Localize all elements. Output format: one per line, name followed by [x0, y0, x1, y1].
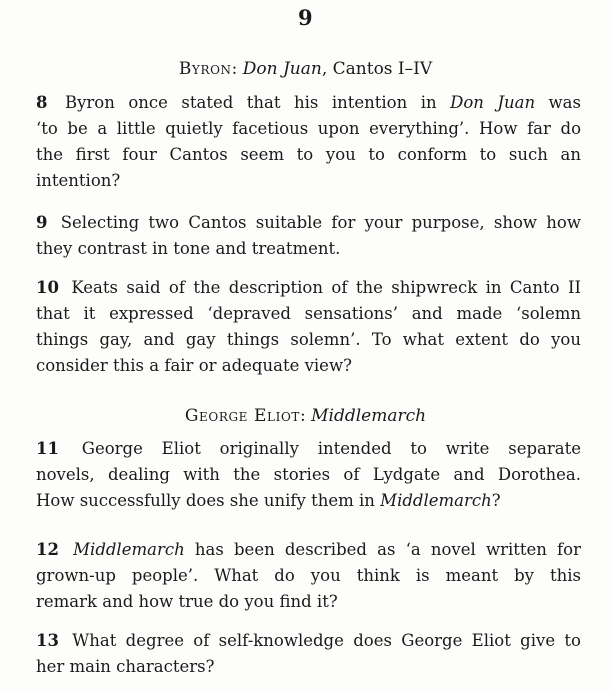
question-line [36, 210, 581, 236]
question-13 [36, 628, 581, 680]
question-line: they contrast in tone and treatment. [36, 239, 341, 258]
question-line [36, 275, 581, 301]
question-12 [36, 537, 581, 615]
question-10 [36, 275, 581, 379]
question-number: 11 [36, 439, 59, 458]
question-9 [36, 210, 581, 262]
question-line: remark and how true do you find it? [36, 592, 338, 611]
question-8 [36, 90, 581, 194]
work-title-inline: Middlemarch [73, 540, 185, 559]
section-work-title: Middlemarch [311, 406, 427, 426]
section-heading-george-eliot [0, 405, 611, 427]
question-text: Selecting two Cantos suitable for your purpose, show how [60, 213, 581, 232]
question-line: intention? [36, 171, 121, 190]
question-line: things gay, and gay things solemn’. To what extent do you [36, 330, 581, 349]
question-text: Byron once stated that his intention in [64, 93, 451, 112]
question-11 [36, 436, 581, 514]
question-number: 12 [36, 540, 59, 559]
question-line: ‘to be a little quietly facetious upon everything’. How far do [36, 119, 581, 138]
question-line [36, 90, 581, 116]
question-text: Keats said of the description of the shipwreck in Canto II [71, 278, 581, 297]
question-number: 9 [36, 213, 48, 232]
question-text: was [535, 93, 581, 112]
question-text: George Eliot originally intended to write separate [81, 439, 581, 458]
question-text: has been described as ‘a novel written for [184, 540, 581, 559]
question-line: the first four Cantos seem to you to conform to such an [36, 145, 581, 164]
question-number: 13 [36, 631, 59, 650]
question-line: that it expressed ‘depraved sensations’ and made ‘solemn [36, 304, 581, 323]
section-work-suffix: , Cantos I–IV [321, 59, 433, 79]
question-line: grown-up people’. What do you think is meant by this [36, 566, 581, 585]
question-line: novels, dealing with the stories of Lydgate and Dorothea. [36, 465, 581, 484]
section-work-title: Don Juan [242, 59, 322, 79]
heading-separator: : [300, 406, 312, 426]
page-number: 9 [297, 5, 314, 30]
heading-separator: : [231, 59, 243, 79]
section-author: Byron [178, 59, 232, 79]
question-line: consider this a fair or adequate view? [36, 356, 352, 375]
question-text: What degree of self-knowledge does George Eliot give to [72, 631, 581, 650]
question-text: How successfully does she unify them in [36, 491, 381, 510]
question-line [36, 488, 581, 514]
work-title-inline: Middlemarch [380, 491, 492, 510]
section-heading-byron [0, 58, 611, 80]
section-author: George Eliot [184, 406, 300, 426]
question-line [36, 436, 581, 462]
question-number: 10 [36, 278, 59, 297]
question-number: 8 [36, 93, 48, 112]
question-line: her main characters? [36, 657, 215, 676]
question-text: ? [491, 491, 501, 510]
work-title-inline: Don Juan [450, 93, 536, 112]
question-line [36, 537, 581, 563]
question-line [36, 628, 581, 654]
